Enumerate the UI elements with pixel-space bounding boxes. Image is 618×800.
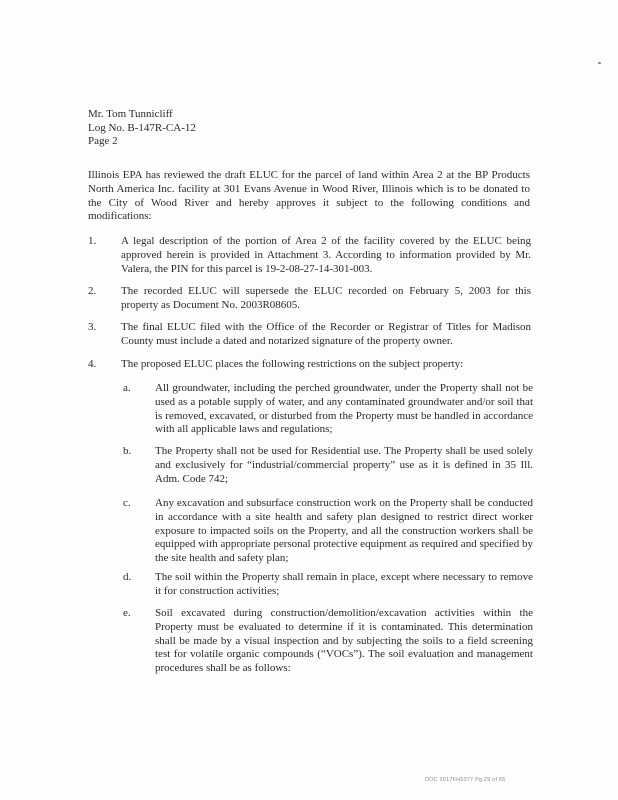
condition-number: 3.	[88, 321, 97, 333]
condition-text: The proposed ELUC places the following restrictions on the subject property:	[121, 358, 464, 370]
condition-number: 4.	[88, 358, 97, 370]
letter-header	[88, 108, 196, 149]
condition-text: A legal description of the portion of Area 2 of the facility covered by the ELUC being approved herein is provided in Attachment 3. According to information provided by Mr. Valera, the PIN for this parcel is 19-2-08-27-14-301-003.	[121, 235, 531, 275]
restriction-text: The soil within the Property shall remain in place, except where necessary to remove it for construction activities;	[155, 571, 533, 597]
scan-speck	[598, 62, 601, 64]
condition-number: 2.	[88, 285, 97, 297]
page-number: Page 2	[88, 135, 118, 147]
restriction-letter: b.	[123, 445, 132, 457]
restriction-letter: a.	[123, 382, 131, 394]
restriction-text: Any excavation and subsurface construction work on the Property shall be conducted in accordance with a site health and safety plan designed to restrict direct worker exposure to impacted soils on the Property, and all the construction workers shall be equipped with appropriate personal protective equipment as required and specified by the site health and safety plan;	[155, 497, 533, 565]
restriction-letter: d.	[123, 571, 132, 583]
restriction-text: Soil excavated during construction/demolition/excavation activities within the Property must be evaluated to determine if it is contaminated. This determination shall be made by a visual inspection and by subjecting the soils to a field screening test for volatile organic compounds (“VOCs”). The soil evaluation and management procedures shall be as follows:	[155, 607, 533, 675]
restriction-text: All groundwater, including the perched groundwater, under the Property shall not be used as a potable supply of water, and any contaminated groundwater and/or soil that is removed, excavated, or disturbed from the Property must be handled in accordance with all applicable laws and regulations;	[155, 382, 533, 436]
restriction-letter: e.	[123, 607, 131, 619]
condition-text: The recorded ELUC will supersede the ELUC recorded on February 5, 2003 for this property as Document No. 2003R08605.	[121, 285, 531, 311]
restriction-letter: c.	[123, 497, 131, 509]
condition-text: The final ELUC filed with the Office of the Recorder or Registrar of Titles for Madison County must include a dated and notarized signature of the property owner.	[121, 321, 531, 347]
restriction-text: The Property shall not be used for Residential use. The Property shall be used solely and exclusively for “industrial/commercial property” use as it is defined in 35 Ill. Adm. Code 742;	[155, 445, 533, 485]
recipient-name: Mr. Tom Tunnicliff	[88, 108, 173, 120]
document-stamp: DOC 2017FH5377 Pg 29 of 65	[425, 777, 506, 783]
intro-paragraph: Illinois EPA has reviewed the draft ELUC for the parcel of land within Area 2 at the BP Products North America Inc. facility at 301 Evans Avenue in Wood River, Illinois which is to be donated to the City of Wood River and hereby approves it subject to the following conditions and modifications:	[88, 169, 530, 223]
log-number: Log No. B-147R-CA-12	[88, 121, 196, 134]
condition-number: 1.	[88, 235, 97, 247]
